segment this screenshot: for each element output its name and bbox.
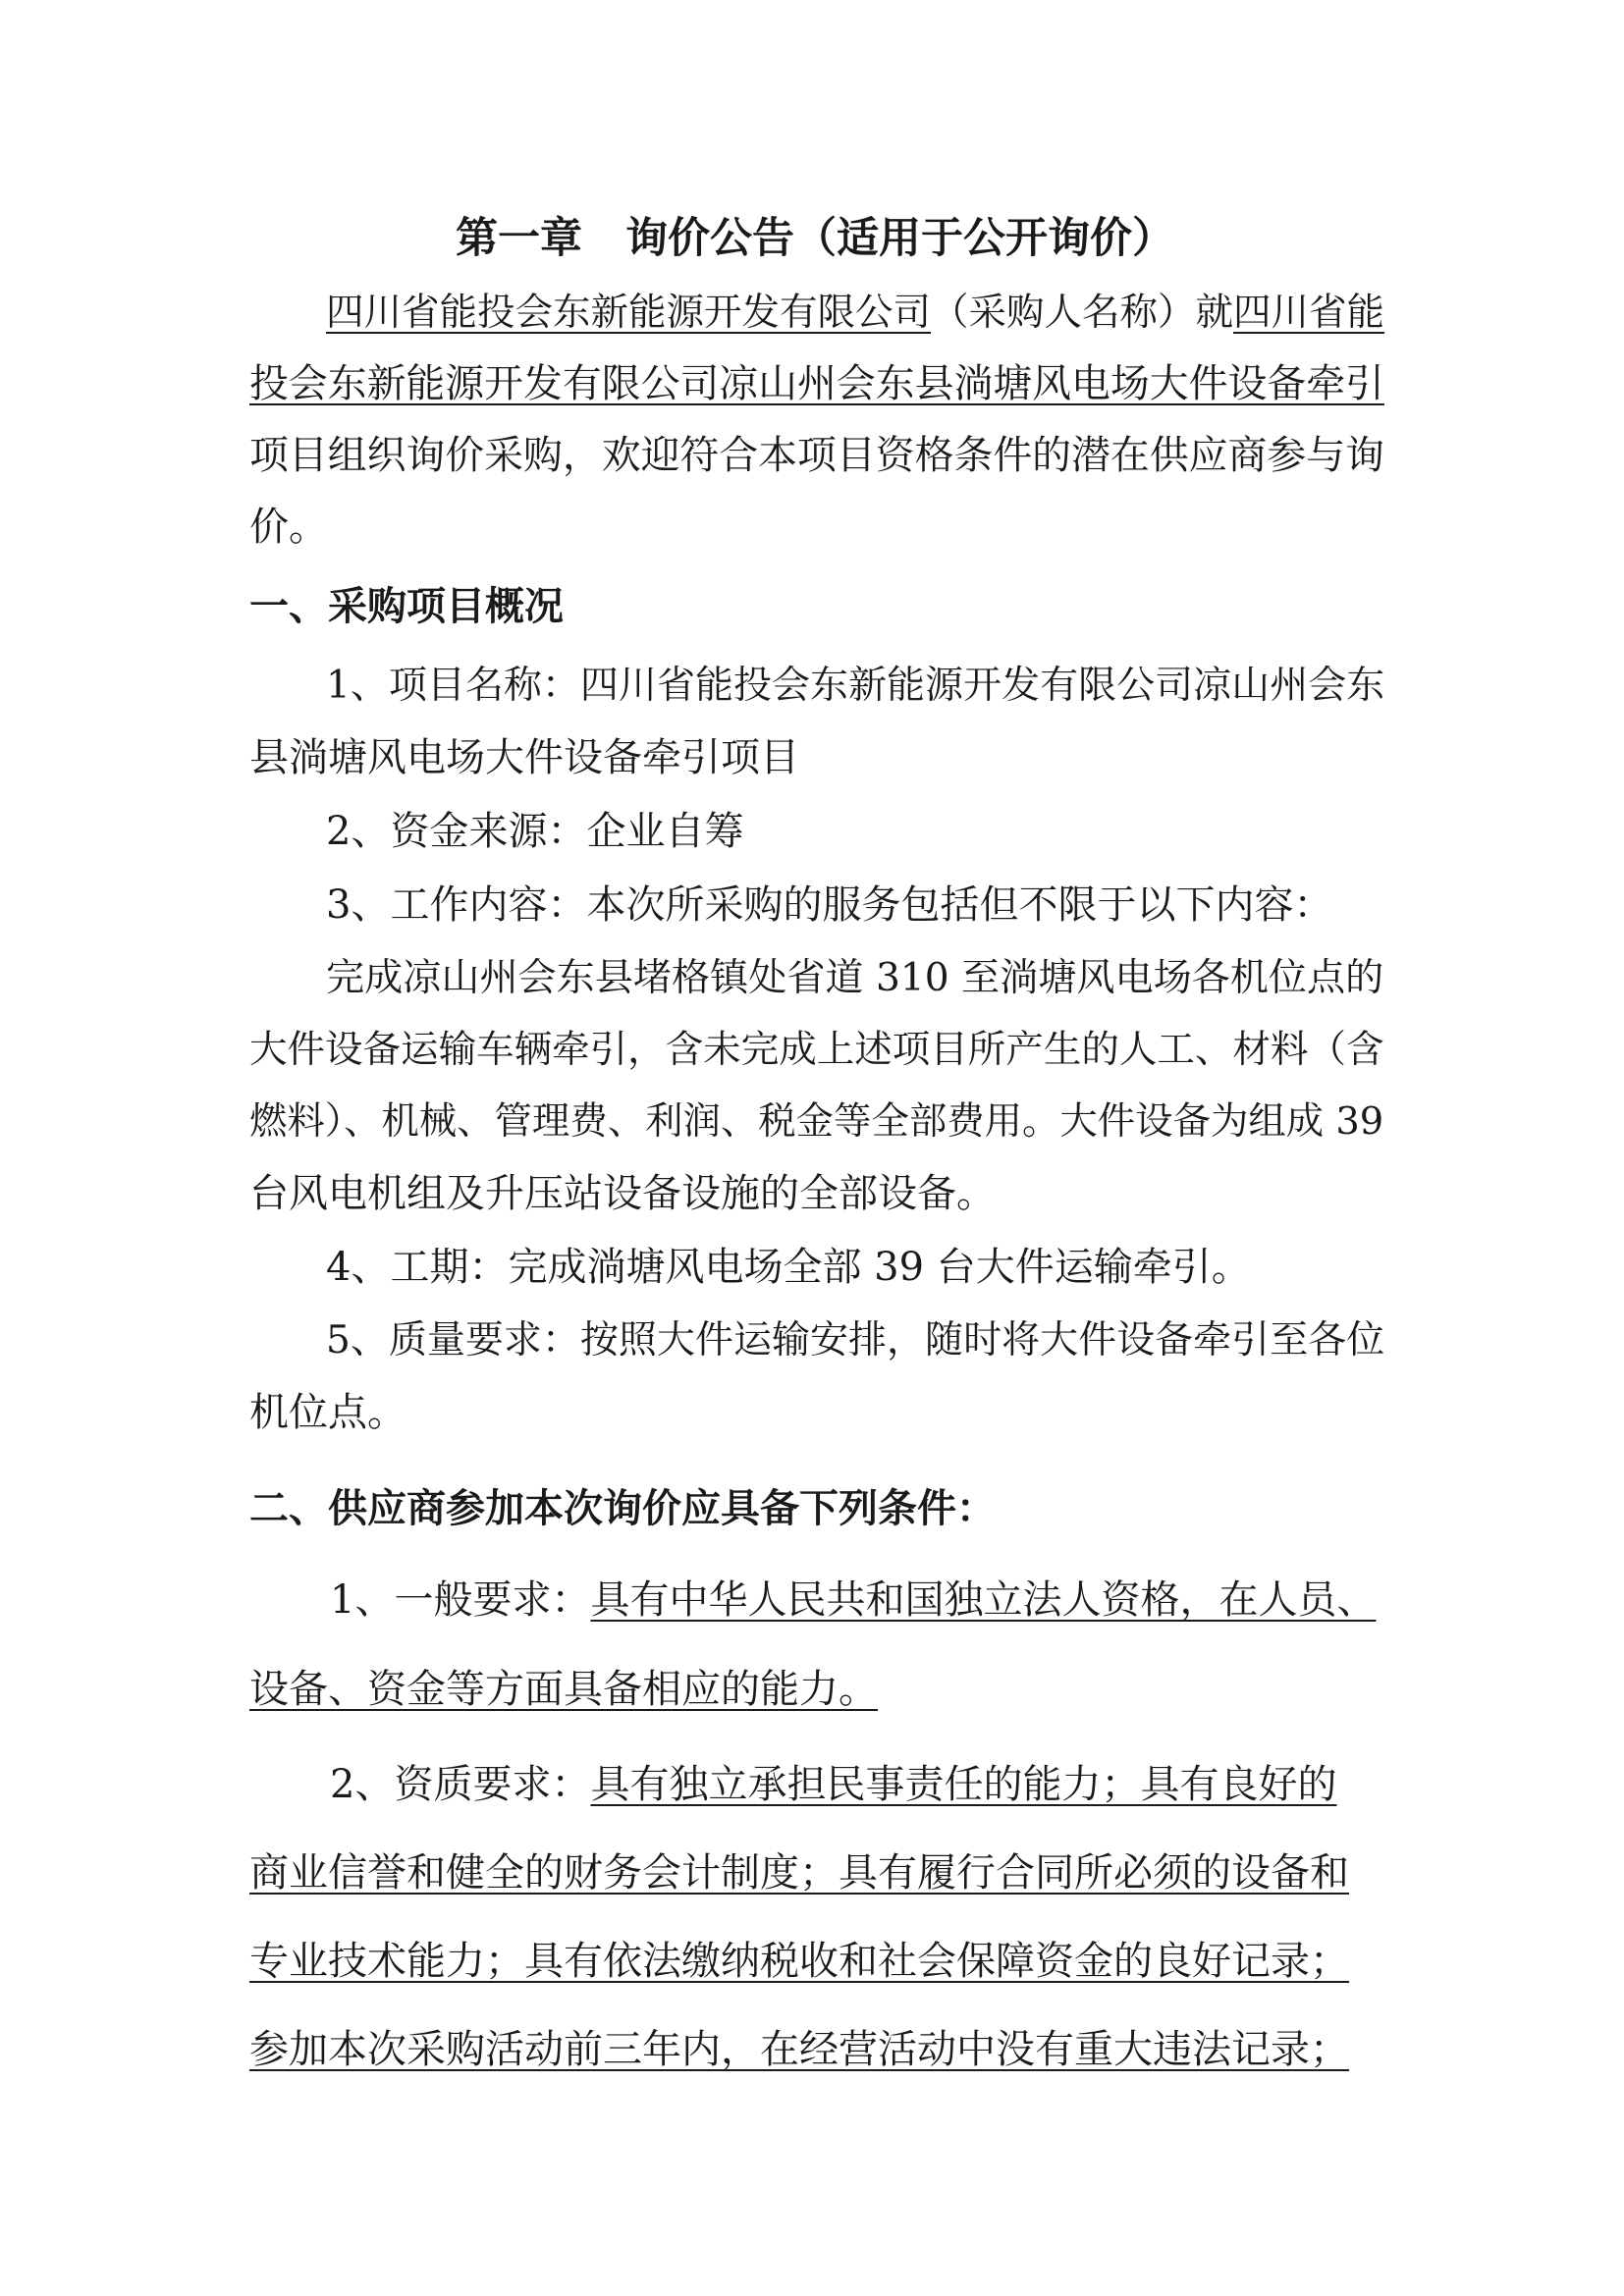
requirement-2-line-1 — [330, 1756, 1336, 1813]
intro-line-2 — [249, 355, 1384, 412]
requirement-2-text-c: 专业技术能力；具有依法缴纳税收和社会保障资金的良好记录； — [249, 1939, 1349, 1984]
content-line-4: 台风电机组及升压站设备设施的全部设备。 — [249, 1171, 996, 1216]
requirement-2-text-d: 参加本次采购活动前三年内，在经营活动中没有重大违法记录； — [249, 2027, 1349, 2072]
item-5-line-1: 5、质量要求：按照大件运输安排，随时将大件设备牵引至各位 — [326, 1318, 1385, 1362]
intro-line-3: 项目组织询价采购，欢迎符合本项目资格条件的潜在供应商参与询 — [249, 433, 1384, 478]
section-1-heading: 一、采购项目概况 — [249, 583, 564, 629]
requirement-1-label: 1、一般要求： — [330, 1577, 591, 1623]
requirement-2-line-2 — [249, 1844, 1349, 1901]
item-1-line-2: 县淌塘风电场大件设备牵引项目 — [249, 735, 799, 780]
item-3: 3、工作内容：本次所采购的服务包括但不限于以下内容： — [326, 882, 1333, 928]
requirement-2-text-a: 具有独立承担民事责任的能力；具有良好的 — [590, 1762, 1337, 1807]
content-line-1: 完成凉山州会东县堵格镇处省道 310 至淌塘风电场各机位点的 — [326, 956, 1384, 1000]
item-5-line-2: 机位点。 — [249, 1390, 406, 1435]
chapter-number: 第一章 — [456, 214, 582, 263]
requirement-2-line-4 — [249, 2021, 1349, 2078]
requirement-1-text-b: 设备、资金等方面具备相应的能力。 — [249, 1667, 878, 1712]
project-name-part-2: 投会东新能源开发有限公司凉山州会东县淌塘风电场大件设备牵引 — [249, 361, 1384, 406]
requirement-1-text-a: 具有中华人民共和国独立法人资格，在人员、 — [590, 1577, 1377, 1623]
project-name-part-1: 四川省能 — [1233, 291, 1385, 335]
requirement-2-line-3 — [249, 1933, 1349, 1990]
item-1-line-1: 1、项目名称：四川省能投会东新能源开发有限公司凉山州会东 — [326, 664, 1385, 708]
content-line-3: 燃料）、机械、管理费、利润、税金等全部费用。大件设备为组成 39 — [249, 1099, 1384, 1144]
requirement-1-line-1 — [330, 1572, 1376, 1629]
item-2: 2、资金来源：企业自筹 — [326, 809, 744, 854]
purchaser-name: 四川省能投会东新能源开发有限公司 — [326, 291, 932, 335]
intro-line-4: 价。 — [249, 505, 328, 550]
intro-connector: （采购人名称）就 — [931, 291, 1234, 335]
requirement-2-label: 2、资质要求： — [330, 1762, 591, 1807]
item-4: 4、工期：完成淌塘风电场全部 39 台大件运输牵引。 — [326, 1245, 1251, 1290]
section-2-heading: 二、供应商参加本次询价应具备下列条件： — [249, 1485, 996, 1531]
requirement-2-text-b: 商业信誉和健全的财务会计制度；具有履行合同所必须的设备和 — [249, 1850, 1349, 1896]
content-line-2: 大件设备运输车辆牵引，含未完成上述项目所产生的人工、材料（含 — [249, 1028, 1384, 1072]
intro-line-1 — [326, 285, 1384, 342]
chapter-title-text: 询价公告（适用于公开询价） — [625, 214, 1174, 263]
chapter-title — [245, 210, 1384, 267]
requirement-1-line-2 — [249, 1661, 878, 1718]
